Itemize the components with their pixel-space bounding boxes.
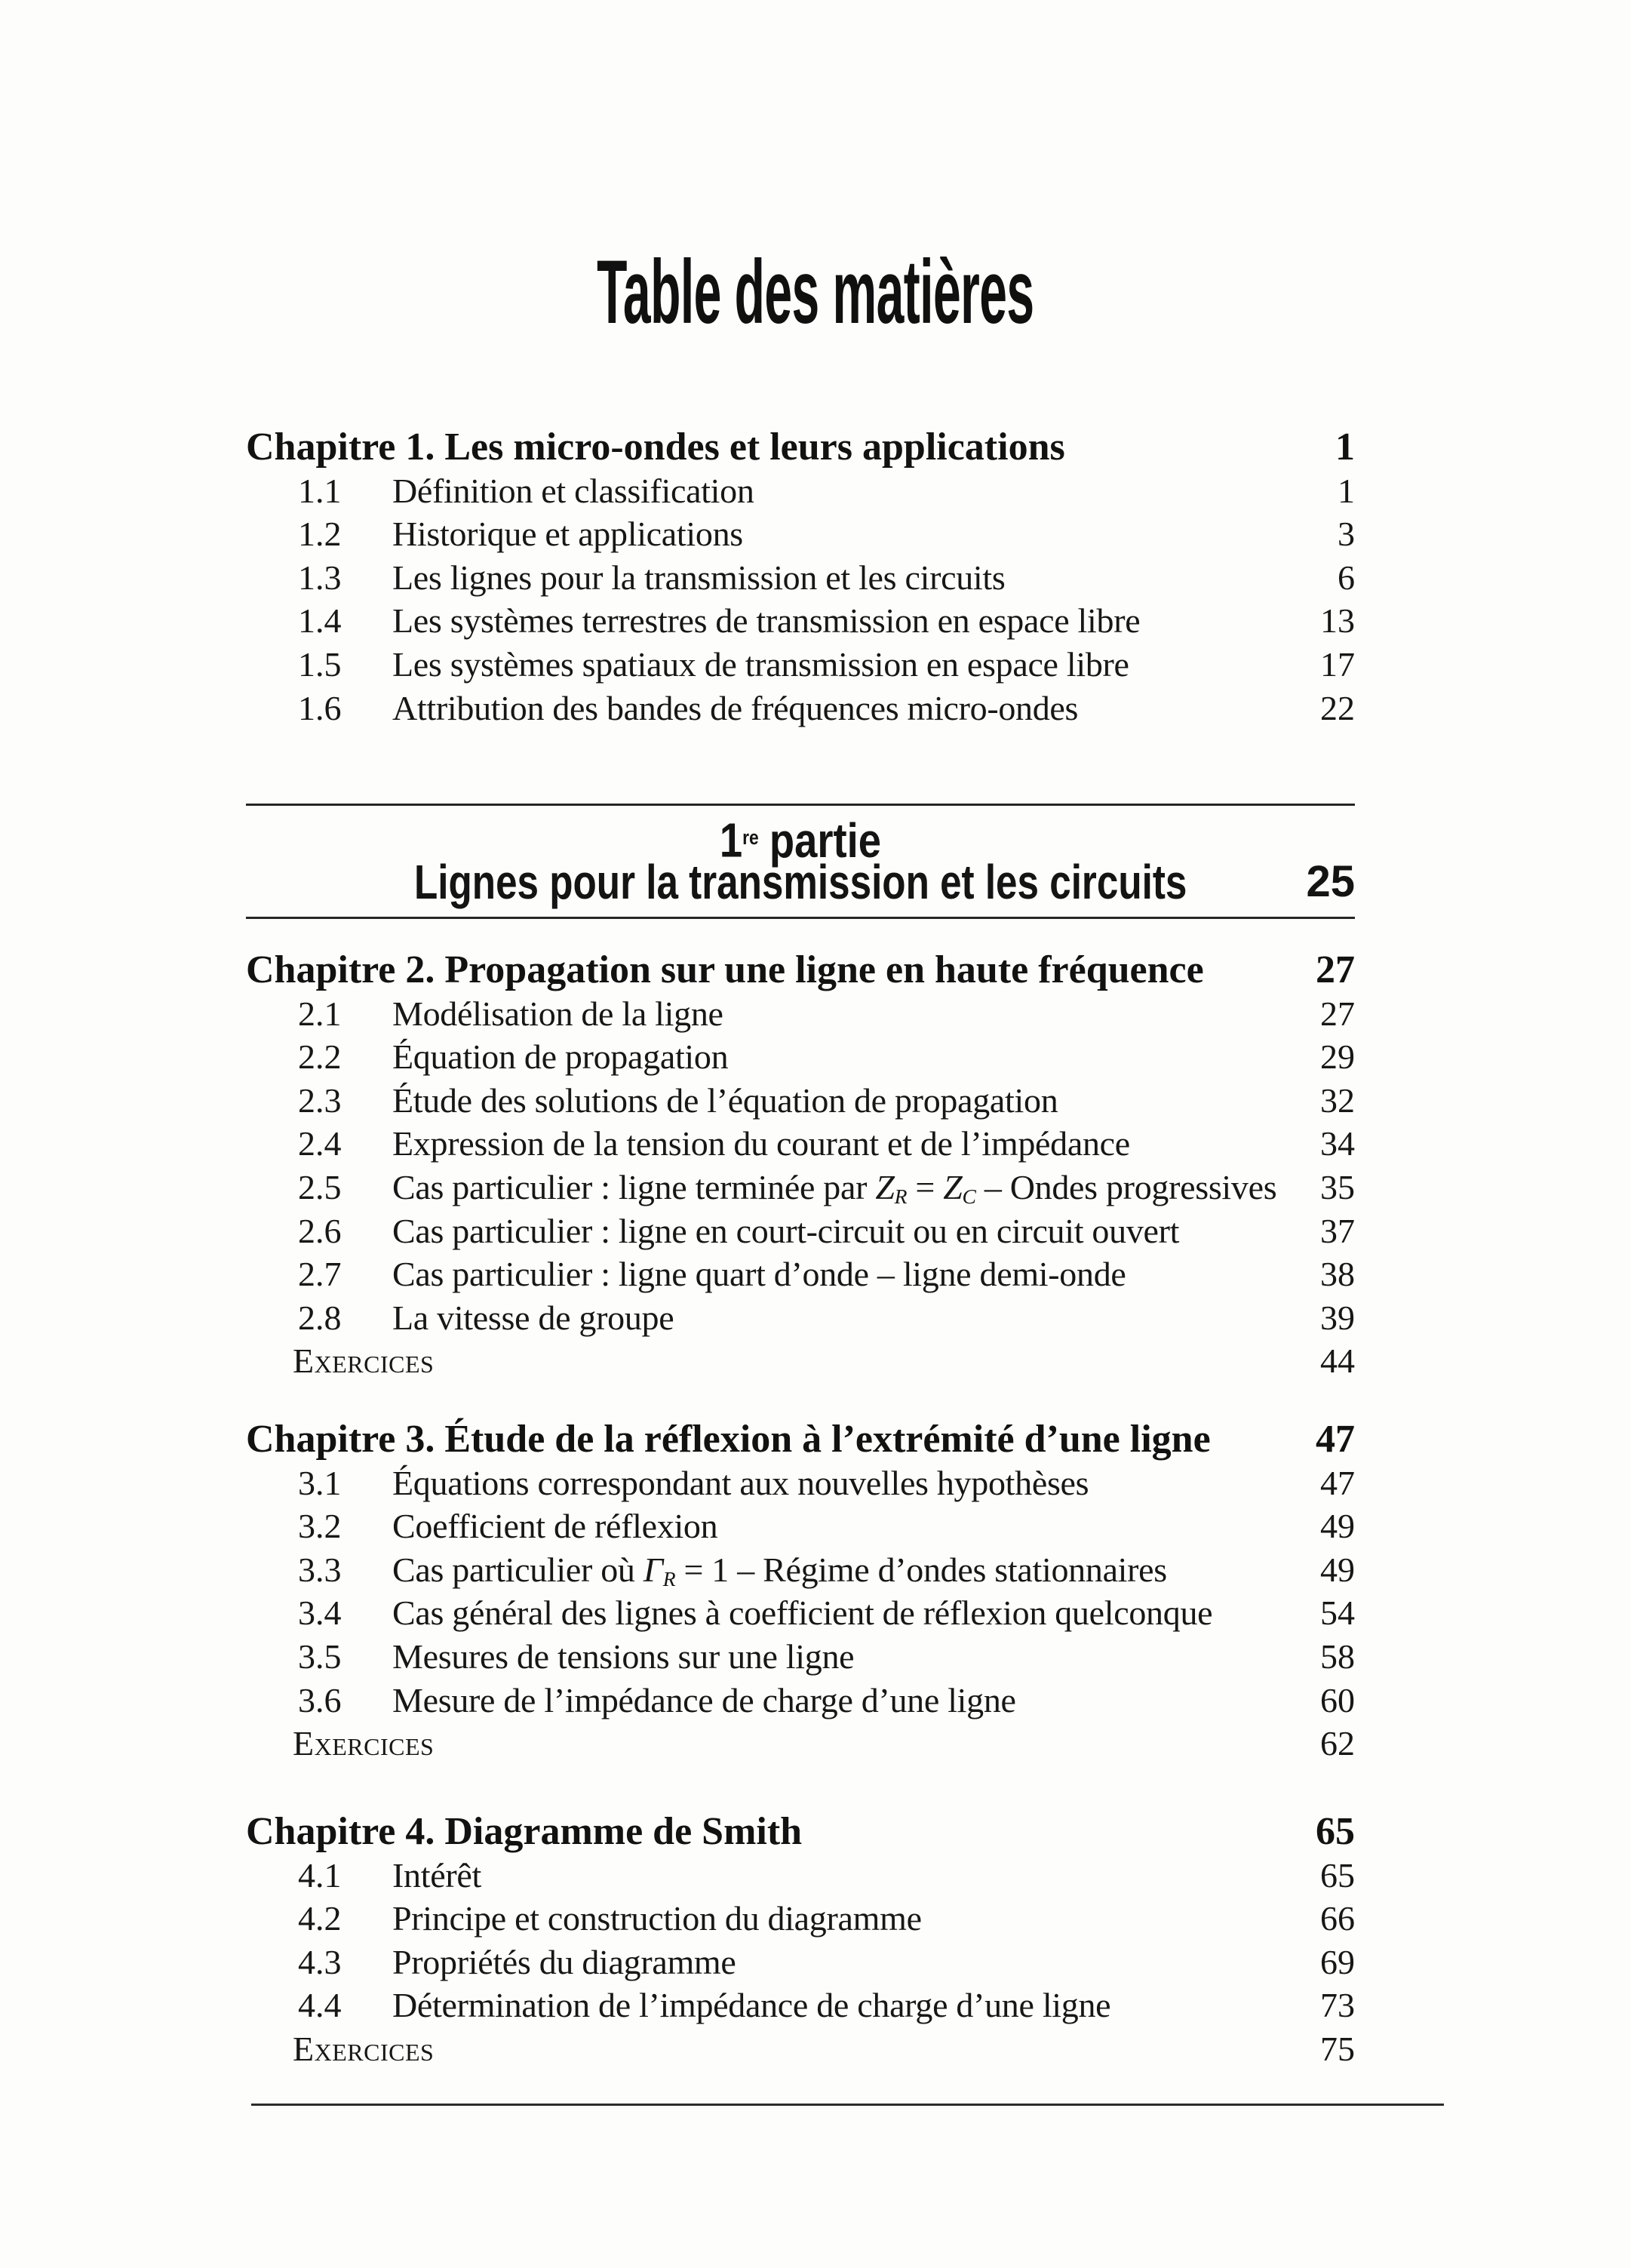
math-variable: Γ xyxy=(643,1550,663,1589)
entry-number: 1.2 xyxy=(298,515,342,554)
chapter-heading xyxy=(246,426,1355,469)
exercices-entry xyxy=(246,2027,1355,2071)
entry-number: 2.4 xyxy=(298,1124,342,1163)
entry-page-number: 37 xyxy=(1320,1211,1355,1250)
exercices-page-number: 44 xyxy=(1320,1341,1355,1381)
entry-number: 2.6 xyxy=(298,1211,342,1250)
page-title xyxy=(261,241,1370,343)
toc-entry xyxy=(246,1079,1355,1123)
part-title: Lignes pour la transmission et les circuits xyxy=(413,855,1187,909)
exercices-entry xyxy=(246,1339,1355,1383)
chapter-heading-text: Chapitre 1. Les micro-ondes et leurs applications xyxy=(246,426,1065,469)
entry-title: Équations correspondant aux nouvelles hypothèses xyxy=(392,1463,1089,1502)
entry-title: Les systèmes terrestres de transmission en espace libre xyxy=(392,601,1141,641)
entry-title: La vitesse de groupe xyxy=(392,1298,674,1337)
entry-page-number: 66 xyxy=(1320,1899,1355,1938)
entry-page-number: 65 xyxy=(1320,1855,1355,1895)
entry-page-number: 34 xyxy=(1320,1124,1355,1163)
part-word: partie xyxy=(769,813,882,868)
math-subscript: R xyxy=(894,1185,908,1209)
chapter-heading xyxy=(246,1418,1355,1461)
entry-page-number: 6 xyxy=(1338,558,1355,597)
entry-number: 1.5 xyxy=(298,644,342,684)
toc-entry xyxy=(246,1296,1355,1340)
entry-number: 1.3 xyxy=(298,558,342,597)
toc-entry xyxy=(246,1548,1355,1592)
part-page-number: 25 xyxy=(1306,857,1355,906)
entry-page-number: 22 xyxy=(1320,688,1355,727)
exercices-label: Exercices xyxy=(293,1341,435,1381)
entry-number: 4.3 xyxy=(298,1942,342,1981)
entry-number: 3.5 xyxy=(298,1636,342,1676)
toc-entry xyxy=(246,1122,1355,1166)
entry-page-number: 35 xyxy=(1320,1167,1355,1206)
toc-entry xyxy=(246,1679,1355,1723)
entry-number: 2.1 xyxy=(298,994,342,1033)
exercices-label: Exercices xyxy=(293,1724,435,1763)
toc-entry xyxy=(246,1854,1355,1898)
entry-title: Définition et classification xyxy=(392,471,754,510)
entry-number: 3.6 xyxy=(298,1680,342,1719)
toc-entry xyxy=(246,643,1355,687)
entry-page-number: 3 xyxy=(1338,515,1355,554)
toc-entry xyxy=(246,1635,1355,1679)
entry-number: 2.2 xyxy=(298,1037,342,1077)
chapter-heading-text: Chapitre 4. Diagramme de Smith xyxy=(246,1810,803,1853)
entry-number: 1.4 xyxy=(298,601,342,641)
chapter-heading-text: Chapitre 2. Propagation sur une ligne en haute fréquence xyxy=(246,948,1204,991)
chapter-block-1 xyxy=(246,426,1355,730)
divider-rule-bottom xyxy=(246,917,1355,919)
entry-number: 4.4 xyxy=(298,1986,342,2025)
exercices-label: Exercices xyxy=(293,2029,435,2068)
math-subscript: C xyxy=(962,1185,976,1209)
exercices-entry xyxy=(246,1722,1355,1766)
entry-number: 3.1 xyxy=(298,1463,342,1502)
chapter-block-4 xyxy=(246,1810,1355,2071)
entry-page-number: 58 xyxy=(1320,1636,1355,1676)
entry-number: 3.4 xyxy=(298,1593,342,1633)
entry-page-number: 38 xyxy=(1320,1255,1355,1294)
entry-number: 2.3 xyxy=(298,1080,342,1120)
toc-entry xyxy=(246,1252,1355,1296)
entry-page-number: 32 xyxy=(1320,1080,1355,1120)
toc-entry xyxy=(246,1461,1355,1505)
toc-entry xyxy=(246,1504,1355,1548)
math-variable: Z xyxy=(943,1167,963,1206)
entry-title: Propriétés du diagramme xyxy=(392,1942,736,1981)
entry-title: Cas particulier : ligne en court-circuit ou en circuit ouvert xyxy=(392,1211,1180,1250)
entry-page-number: 13 xyxy=(1320,601,1355,641)
footer-rule xyxy=(251,2104,1444,2106)
part-number-line xyxy=(246,813,1355,868)
part-divider xyxy=(246,804,1355,919)
chapter-heading-text: Chapitre 3. Étude de la réflexion à l’extrémité d’une ligne xyxy=(246,1418,1211,1461)
toc-entry xyxy=(246,512,1355,556)
toc-entry xyxy=(246,469,1355,513)
part-number-ordinal: re xyxy=(742,826,759,849)
math-variable: Z xyxy=(875,1167,895,1206)
exercices-page-number: 62 xyxy=(1320,1724,1355,1763)
entry-page-number: 47 xyxy=(1320,1463,1355,1502)
chapter-page-number: 27 xyxy=(1316,948,1355,991)
entry-title: Mesure de l’impédance de charge d’une ligne xyxy=(392,1680,1016,1719)
exercices-page-number: 75 xyxy=(1320,2029,1355,2068)
entry-page-number: 69 xyxy=(1320,1942,1355,1981)
entry-title: Cas particulier : ligne terminée par ZR = ZC – Ondes progressives xyxy=(392,1167,1277,1209)
toc-entry xyxy=(246,992,1355,1036)
entry-title: Coefficient de réflexion xyxy=(392,1507,718,1546)
entry-title: Modélisation de la ligne xyxy=(392,994,723,1033)
entry-title: Attribution des bandes de fréquences micro-ondes xyxy=(392,688,1079,727)
part-number: 1 xyxy=(719,813,743,868)
chapter-page-number: 1 xyxy=(1335,426,1355,469)
entry-page-number: 39 xyxy=(1320,1298,1355,1337)
entry-number: 4.1 xyxy=(298,1855,342,1895)
entry-page-number: 73 xyxy=(1320,1986,1355,2025)
toc-entry xyxy=(246,1897,1355,1941)
chapter-block-3 xyxy=(246,1418,1355,1766)
chapter-heading xyxy=(246,948,1355,992)
divider-rule-top xyxy=(246,804,1355,806)
entry-number: 2.8 xyxy=(298,1298,342,1337)
part-title-line xyxy=(246,855,1355,909)
entry-page-number: 49 xyxy=(1320,1507,1355,1546)
entry-title: Les systèmes spatiaux de transmission en espace libre xyxy=(392,644,1129,684)
math-subscript: R xyxy=(662,1566,676,1590)
entry-page-number: 27 xyxy=(1320,994,1355,1033)
entry-page-number: 60 xyxy=(1320,1680,1355,1719)
entry-number: 1.6 xyxy=(298,688,342,727)
chapter-heading xyxy=(246,1810,1355,1854)
entry-title: Historique et applications xyxy=(392,515,743,554)
entry-title: Mesures de tensions sur une ligne xyxy=(392,1636,855,1676)
toc-entry xyxy=(246,1035,1355,1079)
chapter-page-number: 65 xyxy=(1316,1810,1355,1853)
entry-title: Détermination de l’impédance de charge d’une ligne xyxy=(392,1986,1111,2025)
entry-title: Cas particulier où ΓR = 1 – Régime d’ondes stationnaires xyxy=(392,1550,1167,1590)
entry-title: Équation de propagation xyxy=(392,1037,729,1077)
entry-number: 4.2 xyxy=(298,1899,342,1938)
toc-entry xyxy=(246,599,1355,643)
page-title-text: Table des matières xyxy=(597,241,1034,343)
entry-title: Les lignes pour la transmission et les circuits xyxy=(392,558,1006,597)
entry-page-number: 49 xyxy=(1320,1550,1355,1589)
entry-number: 3.3 xyxy=(298,1550,342,1589)
entry-page-number: 1 xyxy=(1338,471,1355,510)
toc-entry xyxy=(246,1166,1355,1209)
entry-title: Cas particulier : ligne quart d’onde – ligne demi-onde xyxy=(392,1255,1126,1294)
toc-entry xyxy=(246,556,1355,600)
toc-entry xyxy=(246,1591,1355,1635)
entry-page-number: 29 xyxy=(1320,1037,1355,1077)
entry-page-number: 17 xyxy=(1320,644,1355,684)
entry-title: Expression de la tension du courant et de l’impédance xyxy=(392,1124,1130,1163)
chapter-block-2 xyxy=(246,948,1355,1383)
entry-title: Cas général des lignes à coefficient de réflexion quelconque xyxy=(392,1593,1213,1633)
entry-title: Intérêt xyxy=(392,1855,481,1895)
chapter-page-number: 47 xyxy=(1316,1418,1355,1461)
entry-number: 3.2 xyxy=(298,1507,342,1546)
entry-number: 2.5 xyxy=(298,1167,342,1206)
toc-entry xyxy=(246,1209,1355,1253)
entry-number: 2.7 xyxy=(298,1255,342,1294)
entry-title: Principe et construction du diagramme xyxy=(392,1899,922,1938)
entry-page-number: 54 xyxy=(1320,1593,1355,1633)
toc-entry xyxy=(246,1984,1355,2027)
entry-number: 1.1 xyxy=(298,471,342,510)
toc-entry xyxy=(246,1941,1355,1984)
toc-entry xyxy=(246,687,1355,730)
entry-title: Étude des solutions de l’équation de propagation xyxy=(392,1080,1058,1120)
